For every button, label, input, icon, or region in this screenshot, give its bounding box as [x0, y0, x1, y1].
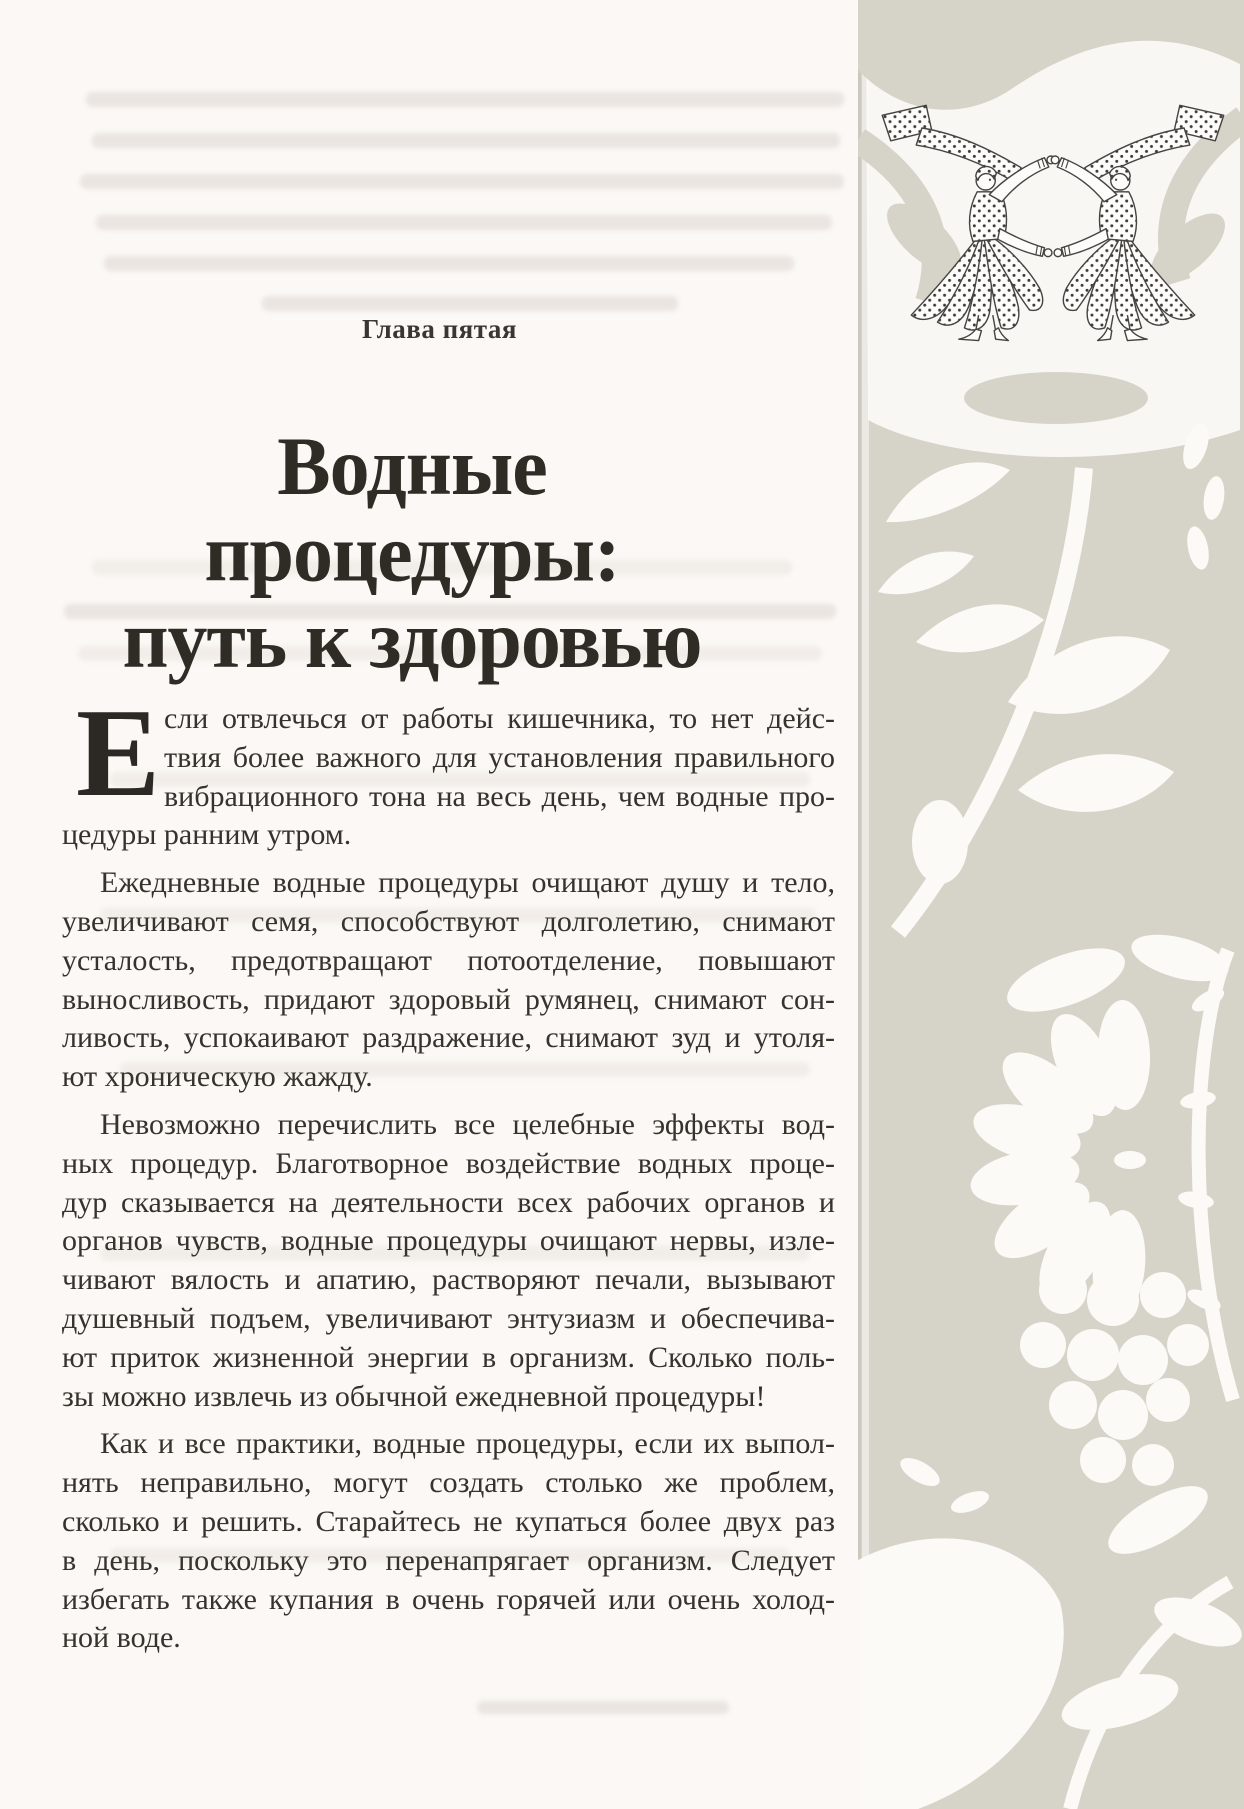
paragraph	[62, 864, 835, 1097]
paragraph	[62, 684, 835, 855]
text-line: ют приток жизненной энергии в организм. Сколько поль-	[62, 1340, 835, 1374]
text-line: выносливость, придают здоровый румянец, снимают сон-	[62, 982, 835, 1016]
text-line: усталость, предотвращают потоотделение, повышают	[62, 943, 835, 977]
text-line: вибрационного тона на весь день, чем водные про-	[164, 779, 835, 813]
text-line: избегать также купания в очень горячей или очень холод-	[62, 1582, 835, 1616]
text-line: нять неправильно, могут создать столько же проблем,	[62, 1466, 835, 1500]
bleedthrough-text-ghost	[80, 174, 844, 189]
text-line: сли отвлечься от работы кишечника, то нет дейс-	[164, 702, 835, 735]
text-line: дур сказывается на деятельности всех рабочих органов и	[62, 1185, 835, 1219]
bleedthrough-footer-ghost	[477, 1701, 729, 1714]
text-line: ной воде.	[62, 1621, 181, 1655]
text-line: увеличивают семя, способствуют долголетию, снимают	[62, 904, 835, 938]
text-line: душевный подъем, увеличивают энтузиазм и обеспечива-	[62, 1301, 835, 1335]
text-line: твия более важного для установления правильного	[164, 740, 835, 774]
text-line: органов чувств, водные процедуры очищают нервы, изле-	[62, 1224, 835, 1258]
text-line: Ежедневные водные процедуры очищают душу и тело,	[100, 866, 835, 900]
bleedthrough-text-ghost	[104, 256, 794, 271]
text-line: чивают вялость и апатию, растворяют печали, вызывают	[62, 1263, 835, 1297]
text-line: ных процедур. Благотворное воздействие водных проце-	[62, 1146, 835, 1180]
chapter-title-line1: Водные процедуры:	[204, 421, 620, 600]
bleedthrough-text-ghost	[262, 296, 678, 311]
bleedthrough-text-ghost	[92, 133, 840, 148]
text-line: сколько и решить. Старайтесь не купаться более двух раз	[62, 1504, 835, 1538]
body-text-column	[62, 684, 835, 1667]
text-line: цедуры ранним утром.	[62, 818, 352, 852]
bleedthrough-text-ghost	[86, 92, 844, 107]
paragraph	[62, 1425, 835, 1658]
text-line: в день, поскольку это перенапрягает организм. Следует	[62, 1543, 835, 1577]
text-line: ют хроническую жажду.	[62, 1060, 373, 1094]
paragraph	[62, 1106, 835, 1416]
chapter-title	[62, 421, 762, 686]
bleedthrough-text-ghost	[96, 215, 832, 230]
chapter-title-line2: путь к здоровью	[122, 594, 702, 686]
text-line: Как и все практики, водные процедуры, если их выпол-	[100, 1427, 835, 1461]
text-line: Невозможно перечислить все целебные эффекты вод-	[100, 1107, 835, 1141]
dancers-illustration	[872, 94, 1234, 342]
drop-cap: Е	[76, 684, 161, 823]
text-line: ливость, успокаивают раздражение, снимают зуд и утоля-	[62, 1021, 835, 1055]
chapter-label: Глава пятая	[362, 314, 517, 344]
text-line: зы можно извлечь из обычной ежедневной процедуры!	[62, 1379, 766, 1413]
